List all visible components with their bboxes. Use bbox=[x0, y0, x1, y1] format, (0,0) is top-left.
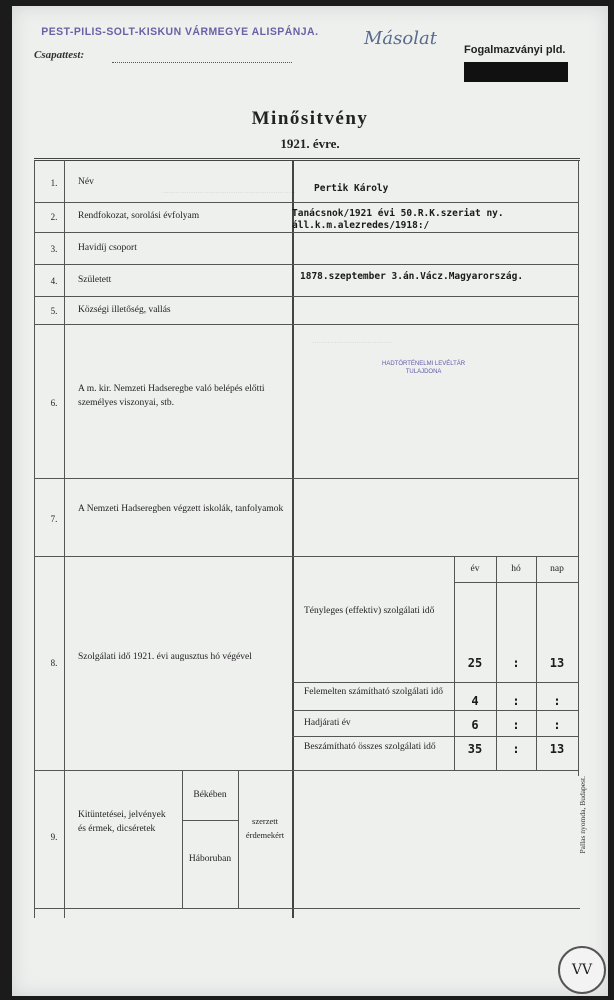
awards-divider bbox=[238, 770, 239, 908]
row-divider bbox=[34, 770, 578, 771]
service-row-divider bbox=[292, 736, 578, 737]
archive-stamp-line1: HADTÖRTÉNELMI LEVÉLTÁR bbox=[382, 361, 466, 367]
archive-stamp bbox=[382, 360, 465, 376]
page-title: Minősitvény bbox=[251, 108, 369, 129]
service-row-divider bbox=[292, 682, 578, 683]
row-value-2: Tanácsnok/1921 évi 50.R.K.szeriat ny. bbox=[292, 208, 504, 219]
row-label-4: Született bbox=[78, 275, 112, 285]
awards-row-divider bbox=[182, 820, 238, 821]
printer-credit: Pallas nyomda, Budapest. bbox=[578, 776, 587, 854]
row-label-1: Név bbox=[78, 177, 94, 187]
label-col-divider bbox=[292, 160, 294, 918]
service-row-divider bbox=[292, 710, 578, 711]
row-num-3: 3. bbox=[50, 244, 58, 254]
county-stamp: PEST-PILIS-SOLT-KISKUN VÁRMEGYE ALISPÁNJA. bbox=[41, 26, 319, 38]
table-left-border bbox=[34, 160, 35, 918]
row-num-4: 4. bbox=[50, 276, 58, 286]
col-ho: hó bbox=[511, 564, 521, 574]
service-nap-3: : bbox=[553, 718, 561, 732]
table-right-border bbox=[578, 160, 579, 776]
row-divider bbox=[34, 202, 578, 203]
service-ev-2: 4 bbox=[471, 694, 479, 708]
awards-bekeben: Békében bbox=[193, 790, 227, 800]
row-label-7: A Nemzeti Hadseregben végzett iskolák, tanfolyamok bbox=[78, 504, 284, 514]
row-divider bbox=[34, 296, 578, 297]
num-col-divider bbox=[64, 160, 65, 918]
page-year: 1921. évre. bbox=[280, 136, 340, 151]
ghost-text: .................................... bbox=[312, 336, 393, 345]
row-label-5: Községi illetőség, vallás bbox=[78, 305, 171, 315]
row-divider bbox=[34, 232, 578, 233]
awards-szerzett: szerzett érdemekért bbox=[245, 816, 285, 840]
service-ho-4: : bbox=[512, 742, 520, 756]
row-label-8: Szolgálati idő 1921. évi augusztus hó végével bbox=[78, 652, 252, 662]
service-label-4: Beszámítható összes szolgálati idő bbox=[304, 742, 436, 752]
awards-haboruban: Háboruban bbox=[188, 854, 232, 864]
row-label-2: Rendfokozat, sorolási évfolyam bbox=[78, 211, 200, 221]
watermark-logo-text: VV bbox=[571, 962, 593, 978]
service-ho-1: : bbox=[512, 656, 520, 670]
col-ev: év bbox=[470, 564, 480, 574]
row-label-9: Kitüntetései, jelvények és érmek, dicséretek bbox=[78, 810, 166, 834]
form-type: Fogalmazványi pld. bbox=[464, 44, 566, 56]
row-num-9: 9. bbox=[50, 832, 58, 842]
row-num-5: 5. bbox=[50, 306, 58, 316]
row-value-2b: áll.k.m.alezredes/1918:/ bbox=[292, 220, 430, 231]
col-nap: nap bbox=[550, 564, 564, 574]
row-value-1: Pertik Károly bbox=[314, 183, 389, 194]
row-value-4: 1878.szeptember 3.án.Vácz.Magyarország. bbox=[300, 271, 524, 282]
service-ho-2: : bbox=[512, 694, 520, 708]
handwritten-note: Másolat bbox=[364, 28, 437, 49]
service-label-3: Hadjárati év bbox=[304, 718, 351, 728]
ghost-text: ............................................................ bbox=[162, 186, 296, 195]
row-label-3: Havidíj csoport bbox=[78, 243, 137, 253]
row-num-6: 6. bbox=[50, 398, 58, 408]
row-num-1: 1. bbox=[50, 178, 58, 188]
table-top-border bbox=[34, 158, 580, 161]
archive-stamp-line2: TULAJDONA bbox=[405, 369, 442, 375]
csapattest-line bbox=[112, 62, 292, 63]
service-header-divider bbox=[454, 582, 578, 583]
service-nap-4: 13 bbox=[549, 742, 565, 756]
row-num-8: 8. bbox=[50, 658, 58, 668]
row-divider bbox=[34, 264, 578, 265]
row-num-7: 7. bbox=[50, 514, 58, 524]
redaction-bar bbox=[464, 62, 568, 82]
service-ev-1: 25 bbox=[467, 656, 483, 670]
service-nap-1: 13 bbox=[549, 656, 565, 670]
service-ev-3: 6 bbox=[471, 718, 479, 732]
service-label-1: Tényleges (effektiv) szolgálati idő bbox=[304, 606, 435, 616]
table-bottom-border bbox=[34, 908, 580, 909]
watermark-logo bbox=[558, 946, 606, 994]
row-divider bbox=[34, 324, 578, 325]
service-label-2: Felemelten számítható szolgálati idő bbox=[304, 687, 444, 697]
csapattest-label: Csapattest: bbox=[34, 49, 85, 61]
service-ev-4: 35 bbox=[467, 742, 483, 756]
row-label-6: A m. kir. Nemzeti Hadseregbe való belépés előtti személyes viszonyai, stb. bbox=[78, 384, 265, 408]
service-ho-3: : bbox=[512, 718, 520, 732]
row-num-2: 2. bbox=[50, 212, 58, 222]
service-nap-2: : bbox=[553, 694, 561, 708]
row-divider bbox=[34, 478, 578, 479]
document-page bbox=[12, 6, 608, 996]
